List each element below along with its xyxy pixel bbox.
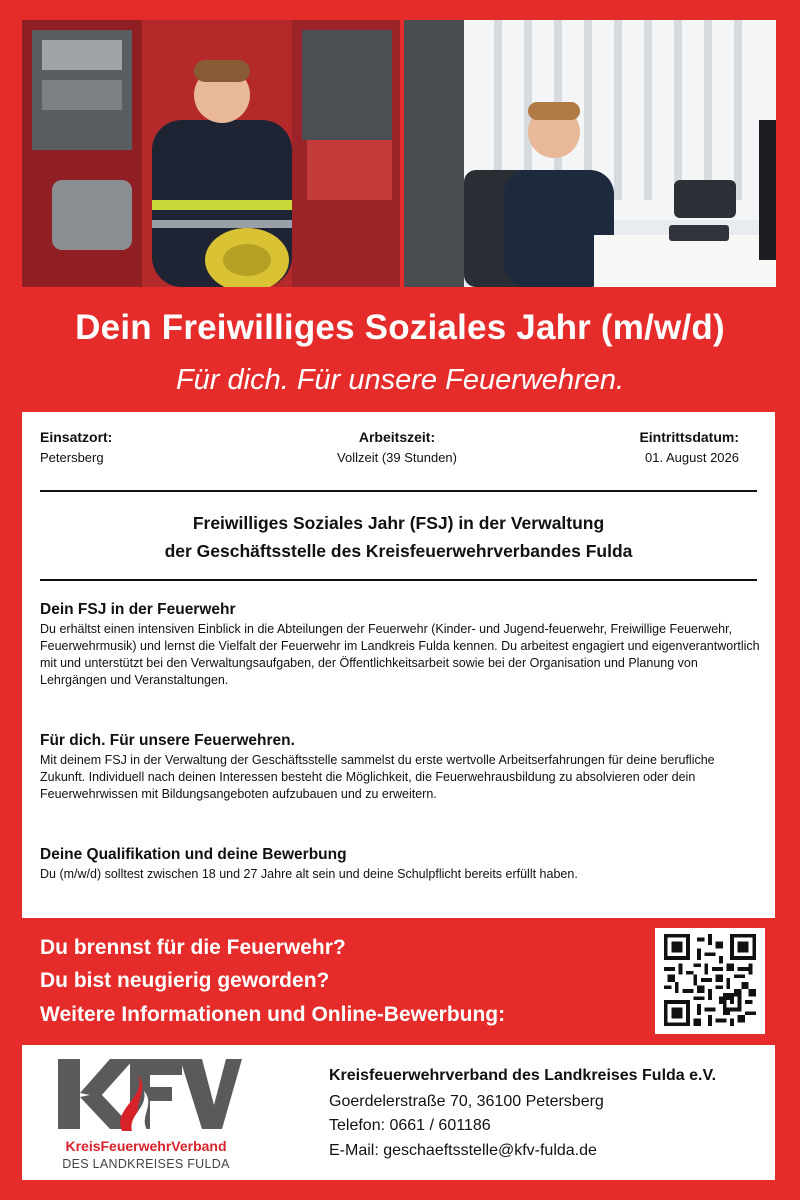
logo-subname: DES LANDKREISES FULDA: [62, 1157, 230, 1171]
time-info: [322, 429, 472, 465]
contact-email[interactable]: E-Mail: geschaeftsstelle@kfv-fulda.de: [329, 1142, 597, 1159]
section-heading: Dein FSJ in der Feuerwehr: [40, 601, 236, 618]
section-benefits: [40, 732, 760, 803]
contact-address: Goerdelerstraße 70, 36100 Petersberg: [329, 1093, 604, 1110]
contact-phone[interactable]: Telefon: 0661 / 601186: [329, 1117, 491, 1134]
section-heading: Für dich. Für unsere Feuerwehren.: [40, 732, 295, 749]
cta-line-3: Weitere Informationen und Online-Bewerbung:: [40, 1003, 506, 1026]
section-body: Du (m/w/d) solltest zwischen 18 und 27 Jahre alt sein und deine Schulpflicht bereits erfüllt haben.: [40, 867, 578, 881]
section-body: Mit deinem FSJ in der Verwaltung der Geschäftsstelle sammelst du erste wertvolle Arbeitserfahrungen für deine berufliche Zukunft. Individuell nach deinen Interessen besteht die Möglichkeit, die Feuerwehrausbildung zu absolvieren oder dein Feuerwehrwissen mit Bildungsangeboten aufzubauen und zu erweitern.: [40, 753, 715, 801]
logo-name: KreisFeuerwehrVerband: [65, 1138, 227, 1154]
divider: [40, 490, 757, 492]
cta-line-2: Du bist neugierig geworden?: [40, 969, 330, 992]
section-fsj: [40, 601, 760, 689]
divider: [40, 579, 757, 581]
place-value: Petersberg: [40, 450, 104, 465]
tagline: Für dich. Für unsere Feuerwehren.: [175, 364, 625, 396]
position-line-1: Freiwilliges Soziales Jahr (FSJ) in der Verwaltung: [192, 513, 605, 533]
start-value: 01. August 2026: [645, 450, 739, 465]
qr-code[interactable]: [655, 928, 765, 1034]
kfv-logo-icon: [52, 1053, 242, 1133]
main-title: Dein Freiwilliges Soziales Jahr (m/w/d): [75, 308, 725, 347]
section-qualification: [40, 846, 760, 883]
start-label: Eintrittsdatum:: [639, 429, 739, 445]
cta-line-1: Du brennst für die Feuerwehr?: [40, 936, 346, 959]
photo-firefighter: [22, 20, 400, 287]
position-line-2: der Geschäftsstelle des Kreisfeuerwehrverbandes Fulda: [164, 541, 633, 561]
footer: [22, 1045, 775, 1180]
content-panel: [22, 412, 775, 918]
start-info: [639, 429, 739, 465]
section-body: Du erhältst einen intensiven Einblick in die Abteilungen der Feuerwehr (Kinder- und Jugend-feuerwehr, Freiwillige Feuerwehr, Feuerwehrmusik) und lernst die Vielfalt der Feuerwehr im Landkreis Fulda kennen. Du arbeitest engagiert und eigenverantwortlich mit und unterstützt bei den Verwaltungsaufgaben, der Öffentlichkeitsarbeit sowie bei der Organisation und Planung von Lehrgängen und Veranstaltungen.: [40, 622, 760, 687]
time-label: Arbeitszeit:: [358, 429, 436, 445]
place-info: [40, 429, 112, 465]
place-label: Einsatzort:: [40, 429, 113, 445]
photo-office: [404, 20, 776, 287]
time-value: Vollzeit (39 Stunden): [337, 450, 457, 465]
contact-organisation: Kreisfeuerwehrverband des Landkreises Fulda e.V.: [329, 1067, 717, 1084]
position-title: [22, 509, 775, 565]
section-heading: Deine Qualifikation und deine Bewerbung: [40, 846, 347, 863]
